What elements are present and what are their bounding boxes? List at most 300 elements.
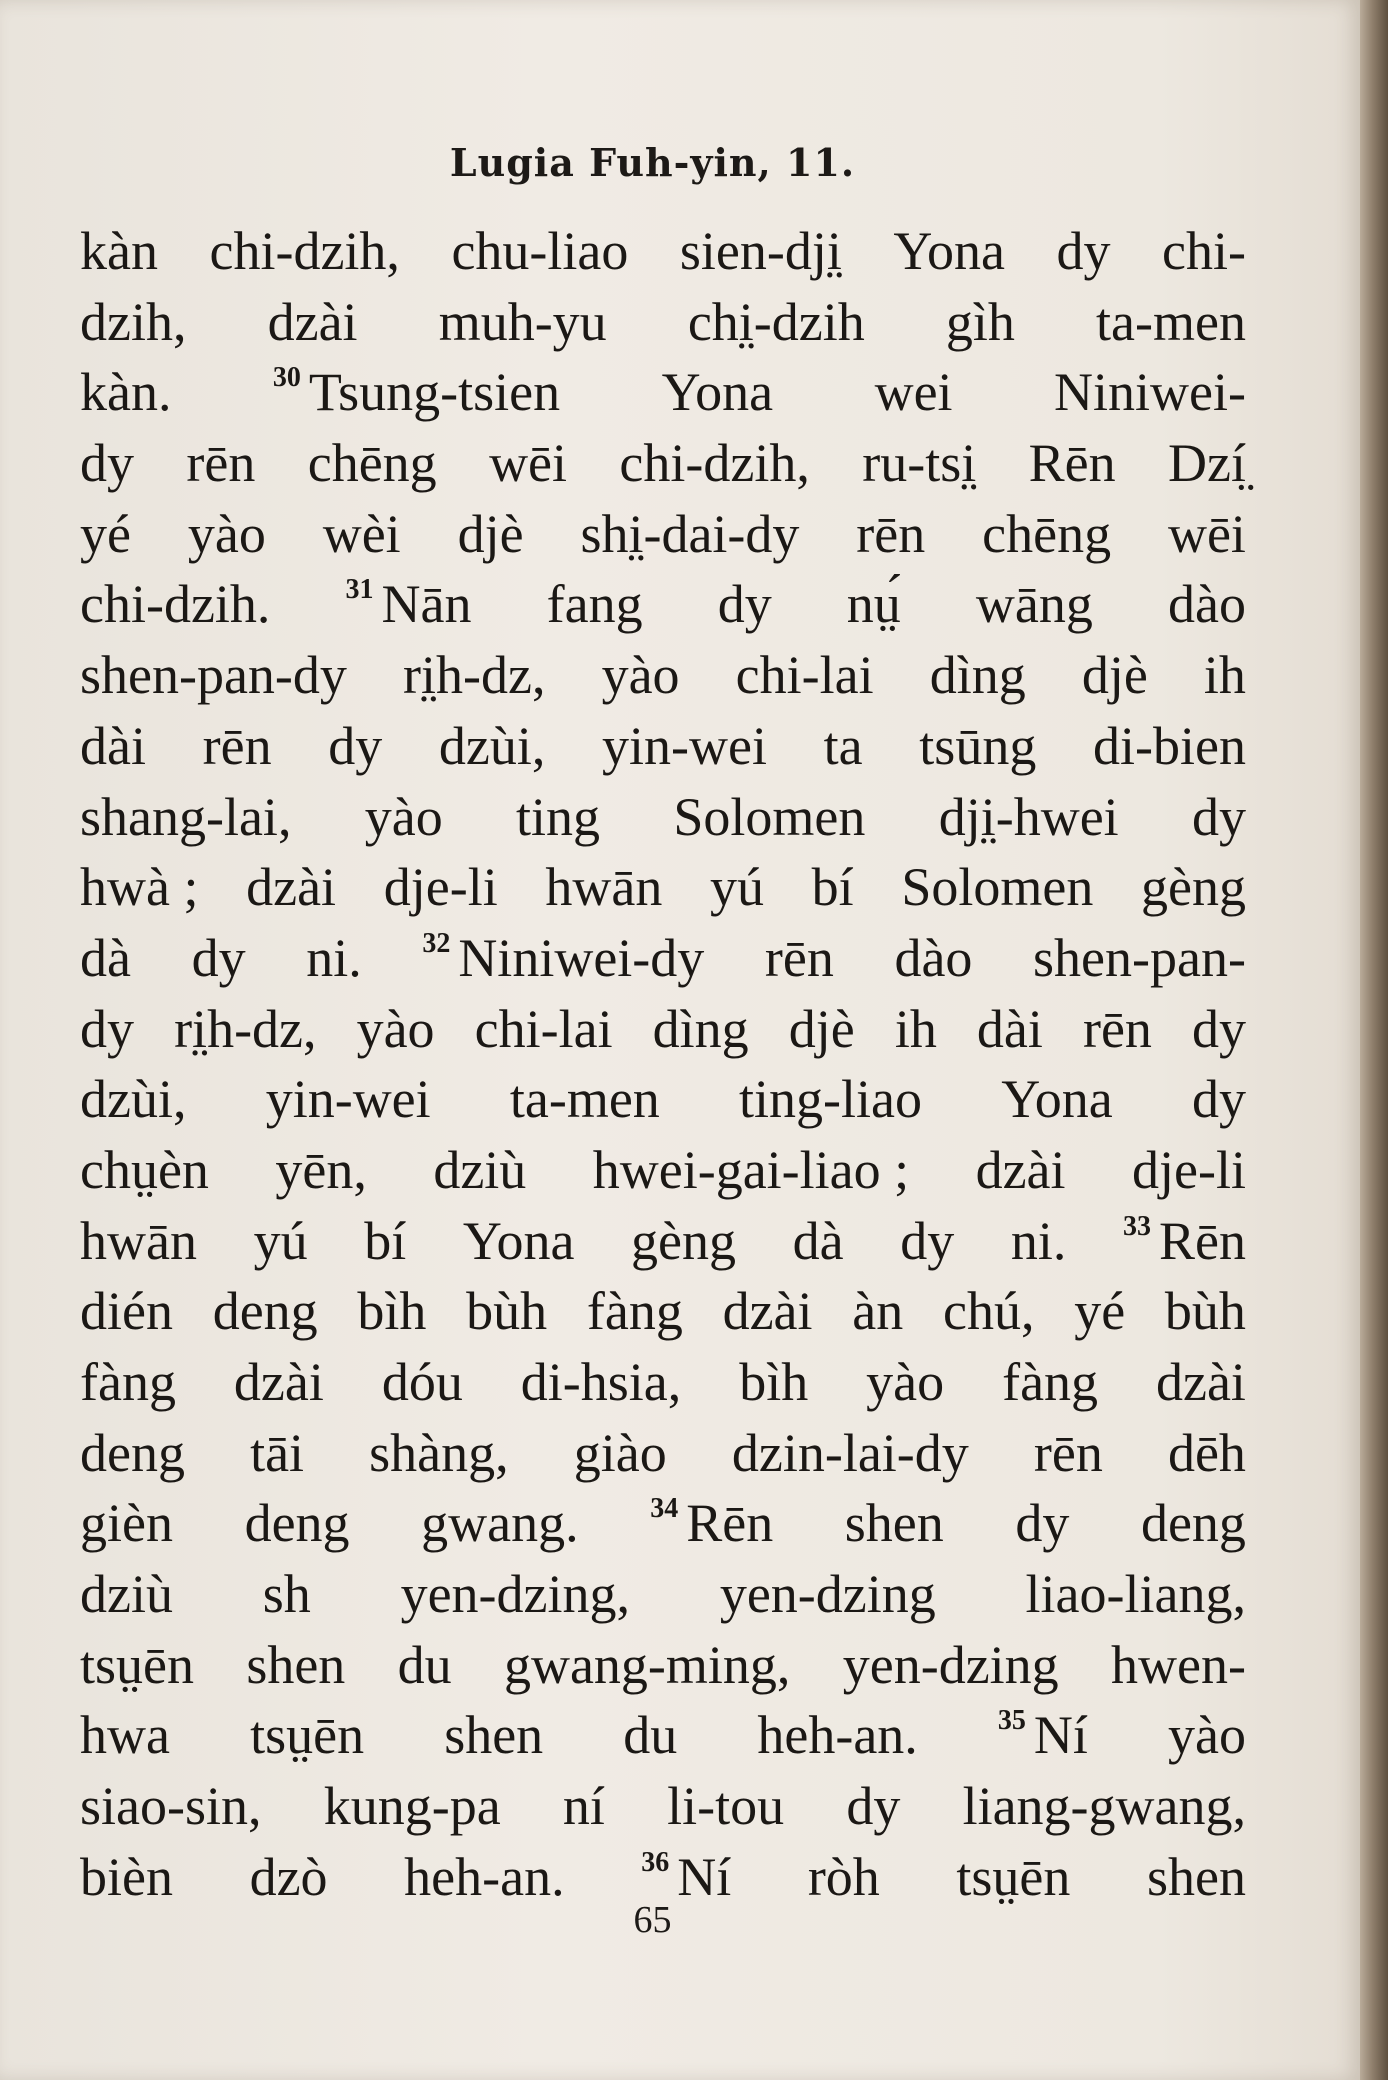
word: [856, 499, 925, 570]
word: [1168, 569, 1246, 640]
word: [545, 852, 662, 923]
word-text: sh: [262, 1564, 311, 1625]
verse-number: 35: [997, 1705, 1026, 1737]
word-text: shi̤-dai-dy: [580, 503, 800, 564]
word-text: bùh: [1164, 1281, 1246, 1342]
word: [1168, 1700, 1246, 1771]
word: [793, 1206, 844, 1277]
word: [268, 287, 358, 358]
word: [1083, 994, 1152, 1065]
text-line: [80, 852, 1246, 923]
word-text: hwà ;: [80, 857, 199, 918]
word: [80, 1276, 173, 1347]
word-text: dzài: [722, 1281, 813, 1342]
word-text: dy: [80, 998, 134, 1059]
word: [324, 1771, 501, 1842]
word-text: dy: [328, 715, 383, 776]
word: [631, 1206, 736, 1277]
text-line: [80, 994, 1246, 1065]
word-text: yen-dzing,: [400, 1564, 631, 1625]
word: [845, 1488, 944, 1559]
word-text: tsṳēn: [80, 1634, 194, 1695]
word: [246, 1630, 345, 1701]
word: [1132, 1135, 1246, 1206]
word: [602, 640, 680, 711]
word-text: tsṳēn: [956, 1846, 1071, 1907]
page-number: 65: [633, 1899, 672, 1941]
verse-word: [346, 569, 472, 640]
word-text: dóu: [381, 1352, 463, 1412]
word: [234, 1347, 324, 1418]
word: [866, 1347, 944, 1418]
word-text: rēn: [1033, 1422, 1103, 1483]
word-text: chi-lai: [735, 645, 874, 706]
word: [1192, 994, 1246, 1065]
word-text: dy: [1191, 786, 1246, 847]
word: [80, 923, 131, 994]
word-text: dēh: [1167, 1422, 1246, 1483]
word-text: Rēn: [1028, 433, 1116, 494]
word: [421, 1488, 578, 1559]
word-text: li-tou: [667, 1776, 785, 1837]
text-line: [80, 923, 1246, 994]
word-text: dy: [717, 574, 772, 635]
word-text: hwen-: [1111, 1634, 1246, 1695]
word-text: fàng: [80, 1352, 176, 1412]
word-text: tsūng: [919, 715, 1037, 776]
word: [1082, 640, 1148, 711]
word: [357, 994, 435, 1065]
word: [862, 428, 976, 499]
text-line: [80, 640, 1246, 711]
word: [673, 782, 865, 853]
verse-number: 33: [1123, 1210, 1151, 1242]
verse-number: 31: [345, 574, 374, 606]
word-text: dy: [1015, 1493, 1070, 1554]
word-text: rēn: [202, 715, 272, 776]
word-text: wēi: [489, 433, 568, 494]
text-line: [80, 357, 1246, 428]
word-text: deng: [1140, 1493, 1246, 1554]
word: [80, 1700, 170, 1771]
word-text: dje-li: [1132, 1139, 1246, 1200]
word-text: chi̤-dzih: [687, 291, 865, 352]
word-text: gìh: [945, 291, 1015, 352]
word: [489, 428, 567, 499]
word-text: Niniwei-dy: [458, 927, 705, 988]
word-text: chi-dzih,: [619, 433, 810, 494]
word-text: du: [623, 1705, 678, 1766]
word: [1011, 1206, 1067, 1277]
verse-word: [998, 1700, 1088, 1771]
word: [439, 711, 545, 782]
text-line: [80, 287, 1246, 358]
word-text: liang-gwang,: [962, 1776, 1246, 1837]
word-text: Dzí̤: [1168, 433, 1246, 494]
word-text: shen-pan-: [1033, 927, 1246, 988]
word: [1093, 711, 1246, 782]
word-text: shen-pan-dy: [80, 645, 347, 706]
word-text: gèng: [631, 1210, 737, 1271]
word: [458, 499, 524, 570]
word: [80, 782, 291, 853]
word: [80, 852, 198, 923]
word: [574, 1418, 667, 1489]
word: [308, 428, 437, 499]
word-text: ta: [823, 715, 863, 776]
word-text: hwa: [80, 1705, 170, 1766]
word: [209, 216, 399, 287]
word-text: ih: [1203, 645, 1246, 706]
word-text: kàn.: [80, 362, 172, 423]
word-text: fàng: [1002, 1352, 1099, 1412]
word-text: ta-men: [509, 1069, 660, 1130]
text-line: [80, 782, 1246, 853]
word: [80, 569, 270, 640]
word: [80, 499, 131, 570]
word: [364, 1206, 406, 1277]
word: [1029, 428, 1116, 499]
word-text: du: [397, 1634, 452, 1695]
word-text: dy: [80, 433, 134, 494]
word: [1141, 1488, 1246, 1559]
word-text: Niniwei-: [1054, 362, 1246, 423]
word: [1034, 1418, 1103, 1489]
word: [213, 1276, 318, 1347]
word: [846, 1771, 900, 1842]
word: [1074, 1276, 1125, 1347]
word-text: dzò: [249, 1846, 328, 1907]
word: [976, 1135, 1066, 1206]
word-text: gwang.: [421, 1493, 579, 1554]
word-text: ta-men: [1096, 291, 1246, 352]
word-text: deng: [80, 1422, 185, 1483]
word-text: dién: [80, 1281, 173, 1342]
word-text: bí: [811, 857, 854, 918]
word: [875, 357, 953, 428]
word: [939, 782, 1119, 853]
word-text: djè: [457, 503, 524, 564]
word-text: Yona: [1001, 1069, 1113, 1130]
word: [963, 1771, 1246, 1842]
word-text: yú: [253, 1210, 308, 1271]
word-text: deng: [244, 1493, 350, 1554]
word-text: chṳèn: [80, 1139, 209, 1200]
word-text: Yona: [661, 362, 774, 423]
word-text: gièn: [80, 1493, 173, 1554]
word-text: dzài: [246, 857, 337, 918]
word: [736, 640, 874, 711]
word-text: sien-dji̤: [679, 221, 842, 281]
word-text: ting: [516, 786, 601, 847]
text-line: [80, 1276, 1246, 1347]
word-text: chú,: [942, 1281, 1035, 1342]
word: [357, 1276, 426, 1347]
word-text: ru-tsi̤: [862, 433, 977, 494]
word-text: Ní: [677, 1846, 732, 1907]
word: [893, 216, 1005, 287]
word: [466, 1276, 547, 1347]
word-text: dzùi,: [80, 1069, 187, 1130]
word-text: gèng: [1140, 857, 1246, 918]
word-text: yin-wei: [265, 1069, 431, 1130]
word-text: dzài: [233, 1352, 324, 1412]
word-text: fàng: [586, 1281, 683, 1342]
word: [919, 711, 1036, 782]
text-line: [80, 1630, 1246, 1701]
word: [718, 569, 772, 640]
word-text: chēng: [307, 433, 437, 494]
word-text: dy: [1056, 221, 1111, 281]
word-text: djè: [1081, 645, 1148, 706]
word: [439, 287, 607, 358]
verse-number: 34: [650, 1493, 679, 1525]
word: [688, 287, 865, 358]
word-text: kàn: [80, 221, 158, 281]
word-text: yēn,: [275, 1139, 367, 1200]
word: [1002, 1347, 1098, 1418]
word-text: dy: [900, 1210, 955, 1271]
word-text: nṳ́: [846, 574, 901, 635]
word: [475, 994, 613, 1065]
word-text: Ní: [1033, 1705, 1088, 1766]
word-text: ni.: [306, 927, 362, 988]
word: [1015, 1488, 1069, 1559]
word: [580, 499, 799, 570]
word-text: dzài: [1156, 1352, 1246, 1412]
word-text: rēn: [764, 927, 834, 988]
word: [943, 1276, 1034, 1347]
word-text: dzài: [975, 1139, 1066, 1200]
text-line: [80, 1559, 1246, 1630]
word-text: liao-liang,: [1025, 1564, 1246, 1625]
word-text: gwang-ming,: [503, 1634, 791, 1695]
word-text: dy: [1192, 998, 1246, 1059]
word: [80, 711, 146, 782]
word-text: àn: [852, 1281, 904, 1342]
word-text: dy: [1192, 1069, 1246, 1130]
word: [1204, 640, 1246, 711]
word-text: chi-dzih.: [80, 574, 271, 635]
word: [510, 1064, 660, 1135]
word: [174, 994, 316, 1065]
word: [1026, 1559, 1246, 1630]
word: [757, 1700, 917, 1771]
word-text: dziù: [433, 1139, 527, 1200]
word: [723, 1276, 813, 1347]
word-text: di-hsia,: [520, 1352, 682, 1412]
word: [451, 216, 628, 287]
word-text: bìh: [739, 1352, 809, 1412]
word-text: djè: [788, 998, 855, 1059]
word: [80, 1630, 194, 1701]
word-text: dje-li: [383, 857, 498, 918]
running-title: Lugia Fuh-yin, 11.: [449, 140, 856, 185]
word: [250, 1418, 304, 1489]
word-text: Rēn: [686, 1493, 774, 1554]
word-text: dzùi,: [438, 715, 546, 776]
word-text: chi-lai: [474, 998, 613, 1059]
word: [1168, 499, 1246, 570]
verse-word: [1123, 1206, 1246, 1277]
word-text: dào: [894, 927, 973, 988]
word-text: dìng: [929, 645, 1026, 706]
word: [1168, 428, 1246, 499]
word-text: yin-wei: [602, 715, 767, 776]
word-text: heh-an.: [404, 1846, 565, 1907]
word-text: kung-pa: [323, 1776, 501, 1837]
word: [80, 428, 134, 499]
word: [1162, 216, 1246, 287]
word-text: tāi: [250, 1422, 305, 1483]
word-text: heh-an.: [757, 1705, 918, 1766]
word: [444, 1700, 543, 1771]
word-text: giào: [573, 1422, 667, 1483]
word-text: yào: [866, 1352, 945, 1412]
word: [895, 994, 937, 1065]
word: [1056, 216, 1110, 287]
word: [824, 711, 863, 782]
word: [1001, 1064, 1113, 1135]
text-line: [80, 1135, 1246, 1206]
word-text: hwān: [545, 857, 663, 918]
word: [384, 852, 498, 923]
word: [710, 852, 764, 923]
word: [80, 994, 134, 1065]
word: [192, 923, 246, 994]
word: [976, 569, 1093, 640]
word: [186, 428, 255, 499]
word-text: di-bien: [1092, 715, 1246, 776]
word: [982, 499, 1111, 570]
word: [80, 216, 158, 287]
word: [1096, 287, 1246, 358]
word-text: hwei-gai-liao ;: [592, 1139, 910, 1200]
word-text: bùh: [466, 1281, 548, 1342]
word-text: dà: [80, 927, 131, 988]
word: [1168, 1418, 1246, 1489]
word: [977, 994, 1043, 1065]
word: [1192, 782, 1246, 853]
word-text: ih: [894, 998, 937, 1059]
word-text: siao-sin,: [80, 1776, 262, 1837]
word: [245, 1488, 350, 1559]
word: [80, 1135, 209, 1206]
word: [602, 711, 767, 782]
verse-word: [650, 1488, 773, 1559]
word-text: Rēn: [1159, 1210, 1246, 1271]
word: [946, 287, 1015, 358]
word-text: dài: [80, 715, 146, 776]
word-text: shen: [246, 1634, 346, 1695]
word: [623, 1700, 677, 1771]
word: [80, 1418, 185, 1489]
word: [593, 1135, 909, 1206]
word: [1165, 1276, 1246, 1347]
page-edge: [1360, 0, 1388, 2080]
word-text: Solomen: [673, 786, 866, 847]
word: [382, 1347, 463, 1418]
text-line: [80, 216, 1246, 287]
word-text: chi-dzih,: [209, 221, 400, 281]
word-text: ting-liao: [739, 1069, 922, 1130]
word: [275, 1135, 366, 1206]
word-text: wēi: [1167, 503, 1246, 564]
word: [843, 1630, 1059, 1701]
word-text: ni.: [1010, 1210, 1067, 1271]
word-text: dà: [792, 1210, 844, 1271]
word: [680, 216, 842, 287]
word-text: dziù: [80, 1564, 173, 1625]
word: [266, 1064, 431, 1135]
word-text: shen: [1147, 1846, 1246, 1907]
word-text: yào: [1168, 1705, 1246, 1766]
word-text: dy: [191, 927, 246, 988]
text-block: [80, 216, 1246, 1913]
text-line: [80, 1064, 1246, 1135]
word: [732, 1418, 969, 1489]
word-text: muh-yu: [438, 291, 607, 352]
word-text: shen: [444, 1705, 544, 1766]
word-text: chu-liao: [451, 221, 629, 281]
word: [1111, 1630, 1246, 1701]
word-text: wei: [874, 362, 953, 423]
word: [328, 711, 382, 782]
verse-number: 30: [272, 362, 301, 394]
word-text: yen-dzing: [842, 1634, 1059, 1695]
word: [246, 852, 336, 923]
word: [1033, 923, 1246, 994]
word: [188, 499, 266, 570]
word-text: bièn: [80, 1846, 173, 1907]
word: [80, 1488, 173, 1559]
word: [516, 782, 600, 853]
word-text: yú: [709, 857, 764, 918]
text-line: [80, 1418, 1246, 1489]
word: [80, 640, 347, 711]
word-text: rēn: [856, 503, 926, 564]
word: [900, 1206, 954, 1277]
text-line: [80, 1700, 1246, 1771]
text-line: [80, 569, 1246, 640]
word-text: bí: [364, 1210, 407, 1271]
word-text: deng: [212, 1281, 318, 1342]
word: [80, 1771, 262, 1842]
word-text: yen-dzing: [719, 1564, 936, 1625]
word: [80, 1064, 186, 1135]
word: [587, 1276, 683, 1347]
word: [812, 852, 854, 923]
word-text: hwān: [80, 1210, 197, 1271]
word: [369, 1418, 508, 1489]
word-text: Tsung-tsien: [308, 362, 561, 423]
word: [1192, 1064, 1246, 1135]
word-text: chi-: [1161, 221, 1246, 281]
word: [80, 357, 171, 428]
word-text: yào: [356, 998, 435, 1059]
word-text: yào: [364, 786, 443, 847]
word-text: fang: [546, 574, 643, 635]
word-text: dji̤-hwei: [938, 786, 1119, 847]
word-text: wèi: [322, 503, 401, 564]
word-text: Yona: [462, 1210, 575, 1271]
word-text: dài: [976, 998, 1043, 1059]
word: [765, 923, 834, 994]
word: [1141, 852, 1246, 923]
word: [847, 569, 901, 640]
word-text: yé: [80, 503, 131, 564]
word-text: yào: [601, 645, 680, 706]
